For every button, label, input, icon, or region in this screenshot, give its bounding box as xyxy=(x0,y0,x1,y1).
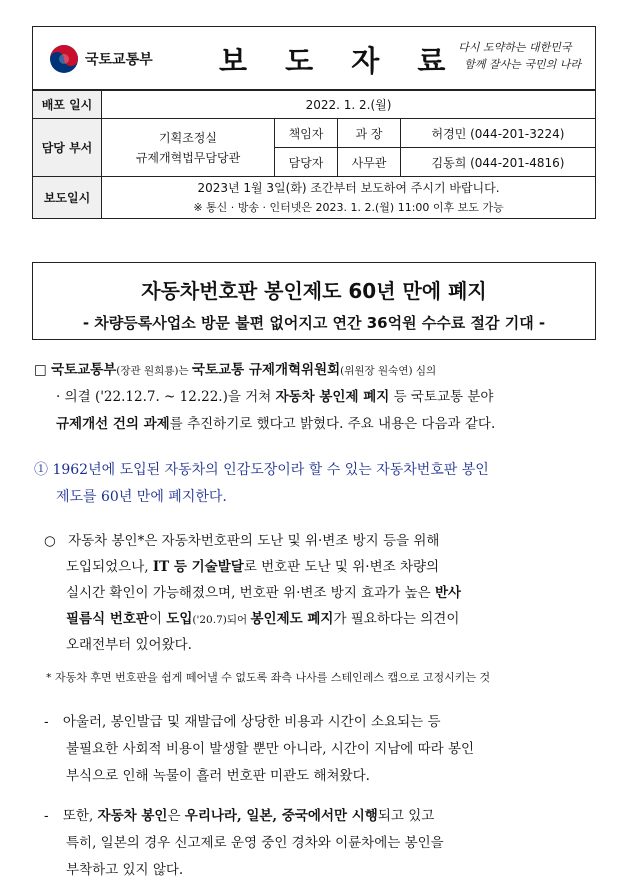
release-label: 보도일시 xyxy=(33,177,102,219)
release-line-2: ※ 통신 · 방송 · 인터넷은 2023. 1. 2.(월) 11:00 이후 보도 가능 xyxy=(193,200,504,214)
dist-label: 배포 일시 xyxy=(33,91,102,119)
text: 특히, 일본의 경우 신고제로 운영 중인 경차와 이륜차에는 봉인을 xyxy=(66,835,444,851)
release-line-1: 2023년 1월 3일(화) 조간부터 보도하여 주시기 바랍니다. xyxy=(197,180,500,195)
staff-title: 사무관 xyxy=(338,148,401,177)
dash-2-line-1 xyxy=(44,804,434,824)
text: 오래전부터 있어왔다. xyxy=(66,637,192,653)
text: 1962년에 도입된 자동차의 인감도장이라 할 수 있는 자동차번호판 봉인 xyxy=(52,462,489,478)
dash-1-line-1 xyxy=(44,710,441,730)
text: 부식으로 인해 녹물이 흘러 번호판 미관도 해쳐왔다. xyxy=(66,768,370,784)
text: 로 번호판 도난 및 위·변조 차량의 xyxy=(243,559,440,575)
dept-line-1: 기획조정실 xyxy=(159,130,217,145)
dept-name xyxy=(102,119,275,177)
dept-label: 담당 부서 xyxy=(33,119,102,177)
slogan-line-2: 함께 잘사는 국민의 나라 xyxy=(464,58,581,71)
text: 등 국토교통 분야 xyxy=(389,389,494,405)
section-1-line-2 xyxy=(56,486,227,506)
dash-2-line-2 xyxy=(66,831,444,851)
text: 또한, xyxy=(62,808,98,824)
square-bullet: □ xyxy=(34,362,47,378)
text: 은 xyxy=(167,808,185,824)
staff-name: 김동희 (044-201-4816) xyxy=(401,148,596,177)
press-release-title: 보 도 자 료 xyxy=(219,44,460,78)
circled-number: ① xyxy=(34,462,48,478)
paragraph-1-line-2 xyxy=(56,385,493,405)
text: ('20.7)되어 xyxy=(192,614,251,626)
text: (장관 원희룡)는 xyxy=(116,365,193,377)
text: 실시간 확인이 가능해졌으며, 번호판 위·변조 방지 효과가 높은 xyxy=(66,585,435,601)
slogan xyxy=(458,39,581,73)
item-line-2 xyxy=(66,555,439,575)
text: 아울러, 봉인발급 및 재발급에 상당한 비용과 시간이 소요되는 등 xyxy=(62,714,441,730)
text-bold: 반사 xyxy=(434,585,462,601)
item-line-1 xyxy=(44,529,439,549)
text: 자동차 봉인*은 자동차번호판의 도난 및 위·변조 방지 등을 위해 xyxy=(68,533,440,549)
dash-bullet: - xyxy=(44,808,49,824)
headline: 자동차번호판 봉인제도 60년 만에 폐지 xyxy=(141,279,487,303)
paragraph-1-line-3 xyxy=(56,412,495,432)
text-group xyxy=(63,808,434,824)
item-line-4 xyxy=(66,607,459,627)
footnote: * 자동차 후면 번호판을 쉽게 떼어낼 수 없도록 좌측 나사를 스테인레스 캡으로 고정시키는 것 xyxy=(46,671,491,684)
text-bold: 필름식 번호판 xyxy=(66,611,149,627)
text-bold: 봉인제도 폐지 xyxy=(250,611,334,627)
dash-1-line-3 xyxy=(66,764,370,784)
ministry-name: 국토교통부 xyxy=(85,52,153,68)
ministry-logo-icon xyxy=(49,44,79,74)
text: · 의결 ('22.12.7. ~ 12.22.)을 거쳐 xyxy=(56,389,276,405)
dash-1-line-2 xyxy=(66,737,474,757)
subheadline: - 차량등록사업소 방문 불편 없어지고 연간 36억원 수수료 절감 기대 - xyxy=(82,314,546,332)
text: 를 추진하기로 했다고 밝혔다. 주요 내용은 다음과 같다. xyxy=(169,416,496,432)
text: 부착하고 있지 않다. xyxy=(66,862,184,878)
text-bold: 국토교통부 xyxy=(51,362,117,378)
dept-line-2: 규제개혁법무담당관 xyxy=(135,150,241,165)
text: 되고 있고 xyxy=(377,808,435,824)
text: 가 필요하다는 의견이 xyxy=(333,611,460,627)
info-table xyxy=(32,90,596,219)
text-bold: 규제개선 건의 과제 xyxy=(56,416,170,432)
resp-title: 과 장 xyxy=(338,119,401,148)
circle-bullet: ○ xyxy=(44,533,56,549)
paragraph-1-line-1 xyxy=(34,358,436,378)
dist-date: 2022. 1. 2.(월) xyxy=(102,91,596,119)
text-bold: 우리나라, 일본, 중국에서만 시행 xyxy=(184,808,378,824)
text: 제도를 60년 만에 폐지한다. xyxy=(56,489,227,505)
dash-bullet: - xyxy=(44,714,49,730)
text: (위원장 원숙연) 심의 xyxy=(340,365,437,377)
resp-label: 책임자 xyxy=(275,119,338,148)
item-line-3 xyxy=(66,581,461,601)
section-1-line-1 xyxy=(34,459,489,479)
text: 이 xyxy=(148,611,167,627)
staff-label: 담당자 xyxy=(275,148,338,177)
text: 불필요한 사회적 비용이 발생할 뿐만 아니라, 시간이 지남에 따라 봉인 xyxy=(66,741,475,757)
text-bold: 자동차 봉인제 폐지 xyxy=(275,389,390,405)
headline-box xyxy=(32,262,596,340)
text-bold: 도입 xyxy=(166,611,193,627)
text-bold: 자동차 봉인 xyxy=(97,808,168,824)
item-line-5 xyxy=(66,633,192,653)
resp-name: 허경민 (044-201-3224) xyxy=(401,119,596,148)
text: 도입되었으나, xyxy=(66,559,153,575)
text-bold: 국토교통 규제개혁위원회 xyxy=(192,362,341,378)
dash-2-line-3 xyxy=(66,858,183,878)
text-bold: IT 등 기술발달 xyxy=(152,559,244,575)
press-header xyxy=(32,26,596,90)
slogan-line-1: 다시 도약하는 대한민국 xyxy=(458,41,572,54)
release-info xyxy=(102,177,596,219)
